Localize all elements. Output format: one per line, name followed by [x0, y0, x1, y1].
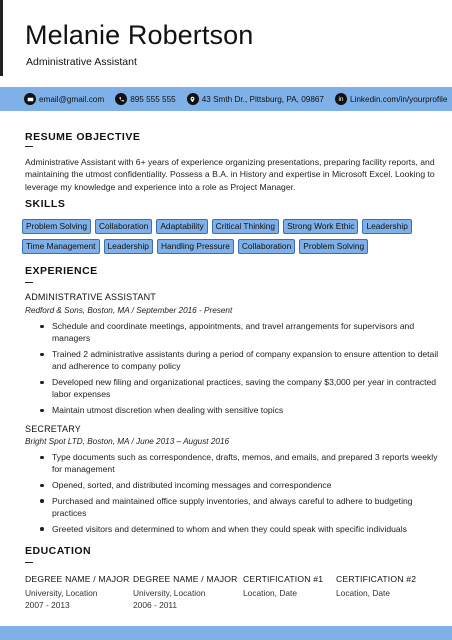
candidate-name: Melanie Robertson	[25, 20, 254, 50]
list-item: Trained 2 administrative assistants during a period of company expansion to ensure attention to detail and adherence to company policy	[40, 348, 440, 373]
list-item: Greeted visitors and determined to whom and when they could speak with specific individuals	[40, 523, 440, 535]
contact-address-text: 43 Smth Dr., Pittsburg, PA, 09867	[201, 94, 324, 104]
skill-tag: Collaboration	[238, 239, 295, 254]
education-school: University, Location	[25, 588, 98, 598]
location-pin-icon	[187, 93, 199, 105]
skill-tag: Problem Solving	[299, 239, 368, 254]
skill-tag: Strong Work Ethic	[283, 219, 358, 234]
certification-name: CERTIFICATION #2	[336, 574, 417, 584]
education-dates: 2006 - 2011	[133, 600, 178, 610]
education-entry	[133, 573, 238, 611]
list-item: Opened, sorted, and distributed incoming messages and correspondence	[40, 479, 440, 491]
skill-tag: Adaptability	[156, 219, 207, 234]
footer-accent-bar	[0, 626, 452, 640]
contact-email-text: email@gmail.com	[39, 94, 105, 104]
job-bullets	[40, 451, 440, 538]
contact-email[interactable]	[24, 93, 104, 105]
list-item: Type documents such as correspondence, drafts, memos, and emails, and prepared 3 reports weekly for management	[40, 451, 440, 476]
header-accent-rule	[0, 0, 3, 76]
education-dates: 2007 - 2013	[25, 600, 70, 610]
certification-location: Location, Date	[336, 588, 391, 598]
job-title: SECRETARY	[25, 424, 81, 434]
skill-tag: Critical Thinking	[212, 219, 279, 234]
skills-row-2	[22, 239, 372, 254]
job-meta: Redford & Sons, Boston, MA / September 2016 - Present	[25, 306, 233, 315]
objective-text: Administrative Assistant with 6+ years of experience organizing presentations, preparing facility reports, and maintaining the utmost confidentiality. Possess a B.A. in History and expertise in Microsoft Excel. Looking to leverage my knowledge and experience into a role as Project Manager.	[25, 157, 435, 192]
certification-entry	[243, 573, 348, 599]
certification-location: Location, Date	[243, 588, 298, 598]
contact-linkedin-text: Linkedin.com/in/yourprofile	[350, 94, 448, 104]
certification-name: CERTIFICATION #1	[243, 574, 324, 584]
contact-address	[187, 93, 324, 105]
objective-heading: RESUME OBJECTIVE	[25, 131, 141, 143]
skill-tag: Leadership	[104, 239, 153, 254]
objective-rule	[25, 146, 33, 147]
list-item: Developed new filing and organizational practices, saving the company $3,000 per year in contracted labor expenses	[40, 376, 440, 401]
skills-heading: SKILLS	[25, 198, 66, 210]
linkedin-icon: in	[335, 93, 347, 105]
skill-tag: Handling Pressure	[157, 239, 234, 254]
education-heading: EDUCATION	[25, 545, 92, 557]
certification-entry	[336, 573, 441, 599]
experience-rule	[25, 282, 33, 283]
education-entry	[25, 573, 130, 611]
education-school: University, Location	[133, 588, 206, 598]
list-item: Maintain utmost discretion when dealing with sensitive topics	[40, 404, 440, 416]
email-icon	[24, 93, 36, 105]
skill-tag: Time Management	[22, 239, 100, 254]
experience-heading: EXPERIENCE	[25, 265, 98, 277]
education-degree: DEGREE NAME / MAJOR	[25, 574, 130, 584]
list-item: Purchased and maintained office supply inventories, and always careful to adhere to budgeting practices	[40, 495, 440, 520]
skill-tag: Problem Solving	[22, 219, 91, 234]
skills-row-1	[22, 219, 416, 234]
skill-tag: Leadership	[362, 219, 411, 234]
job-bullets	[40, 320, 440, 420]
list-item: Schedule and coordinate meetings, appointments, and travel arrangements for supervisors and managers	[40, 320, 440, 345]
contact-phone-text: 895 555 555	[130, 94, 176, 104]
education-rule	[25, 562, 33, 563]
education-degree: DEGREE NAME / MAJOR	[133, 574, 238, 584]
contact-linkedin[interactable]	[335, 93, 447, 105]
job-meta: Bright Spot LTD, Boston, MA / June 2013 – August 2016	[25, 437, 230, 446]
job-title: ADMINISTRATIVE ASSISTANT	[25, 292, 156, 302]
candidate-title: Administrative Assistant	[26, 56, 137, 68]
contact-bar	[0, 87, 452, 111]
contact-phone[interactable]	[115, 93, 176, 105]
phone-icon	[115, 93, 127, 105]
skill-tag: Collaboration	[95, 219, 152, 234]
